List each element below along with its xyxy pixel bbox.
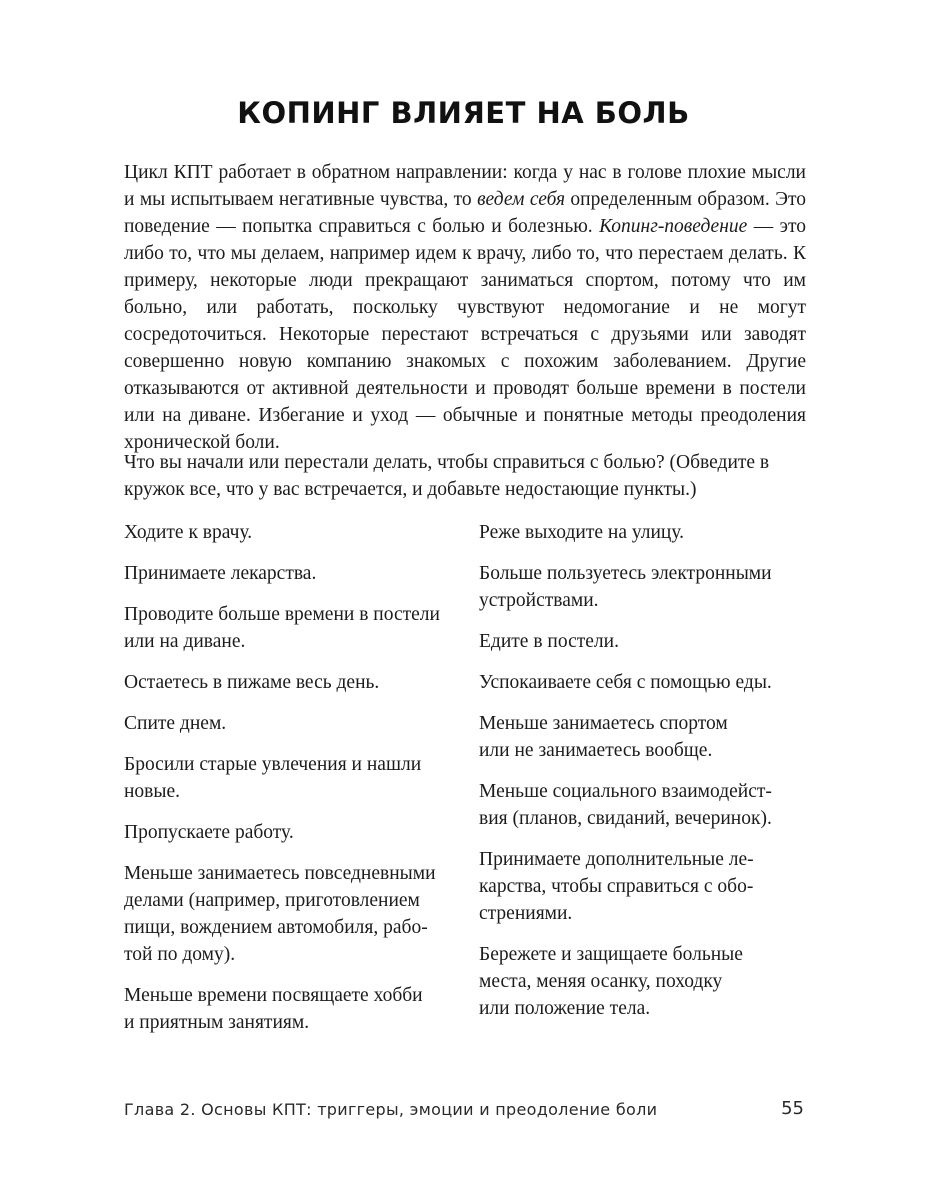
list-item: Остаетесь в пижаме весь день. [124,672,380,693]
list-item: Меньше времени посвящаете хобби и приятным занятиям. [124,985,423,1033]
list-item: Бережете и защищаете больные места, меняя осанку, походку или положение тела. [479,944,743,1019]
intro-text-3: — это либо то, что мы делаем, например идем к врачу, либо то, что перестаем делать. К примеру, некоторые люди прекращают заниматься спортом, потому что им больно, или работать, поскольку чувствуют недомогание и не могут сосредоточиться. Некоторые перестают встречаться с друзьями или заводят совершенно новую компанию знакомых с похожим заболеванием. Другие отказываются от активной деятельности и проводят больше времени в постели или на диване. Избегание и уход — обычные и понятные методы преодоления хронической боли. [124,216,806,453]
list-item: Принимаете дополнительные ле- карства, чтобы справиться с обо- стрениями. [479,849,754,924]
behavior-list-left [124,519,460,1050]
intro-text-2: определенным образом. Это поведение — попытка справиться с болью и болезнью. [124,189,806,237]
intro-emphasis-2: Копинг-поведение [599,216,748,237]
list-item: Реже выходите на улицу. [479,522,685,543]
list-item: Меньше социального взаимодейст- вия (планов, свиданий, вечеринок). [479,781,772,829]
running-footer-chapter: Глава 2. Основы КПТ: триггеры, эмоции и преодоление боли [124,1100,658,1119]
question-prompt: Что вы начали или перестали делать, чтобы справиться с болью? (Обведите в кружок все, что у вас встречается, и добавьте недостающие пункты.) [124,452,770,500]
list-item: Едите в постели. [479,631,619,652]
list-item: Больше пользуетесь электронными устройствами. [479,563,772,611]
intro-text-1: Цикл КПТ работает в обратном направлении: когда у нас в голове плохие мысли и мы испытываем негативные чувства, то [124,162,806,210]
page-number: 55 [781,1098,804,1119]
list-item: Проводите больше времени в постели или на диване. [124,604,440,652]
behavior-list-right [479,519,809,1036]
list-item: Ходите к врачу. [124,522,253,543]
list-item: Меньше занимаетесь повседневными делами (например, приготовлением пищи, вождением автомобиля, рабо- той по дому). [124,863,436,965]
intro-paragraph [124,159,806,456]
list-item: Меньше занимаетесь спортом или не занимаетесь вообще. [479,713,728,761]
list-item: Принимаете лекарства. [124,563,317,584]
list-item: Пропускаете работу. [124,822,294,843]
intro-emphasis-1: ведем себя [477,189,566,210]
page-title: КОПИНГ ВЛИЯЕТ НА БОЛЬ [237,96,690,130]
list-item: Бросили старые увлечения и нашли новые. [124,754,422,802]
list-item: Спите днем. [124,713,227,734]
list-item: Успокаиваете себя с помощью еды. [479,672,772,693]
